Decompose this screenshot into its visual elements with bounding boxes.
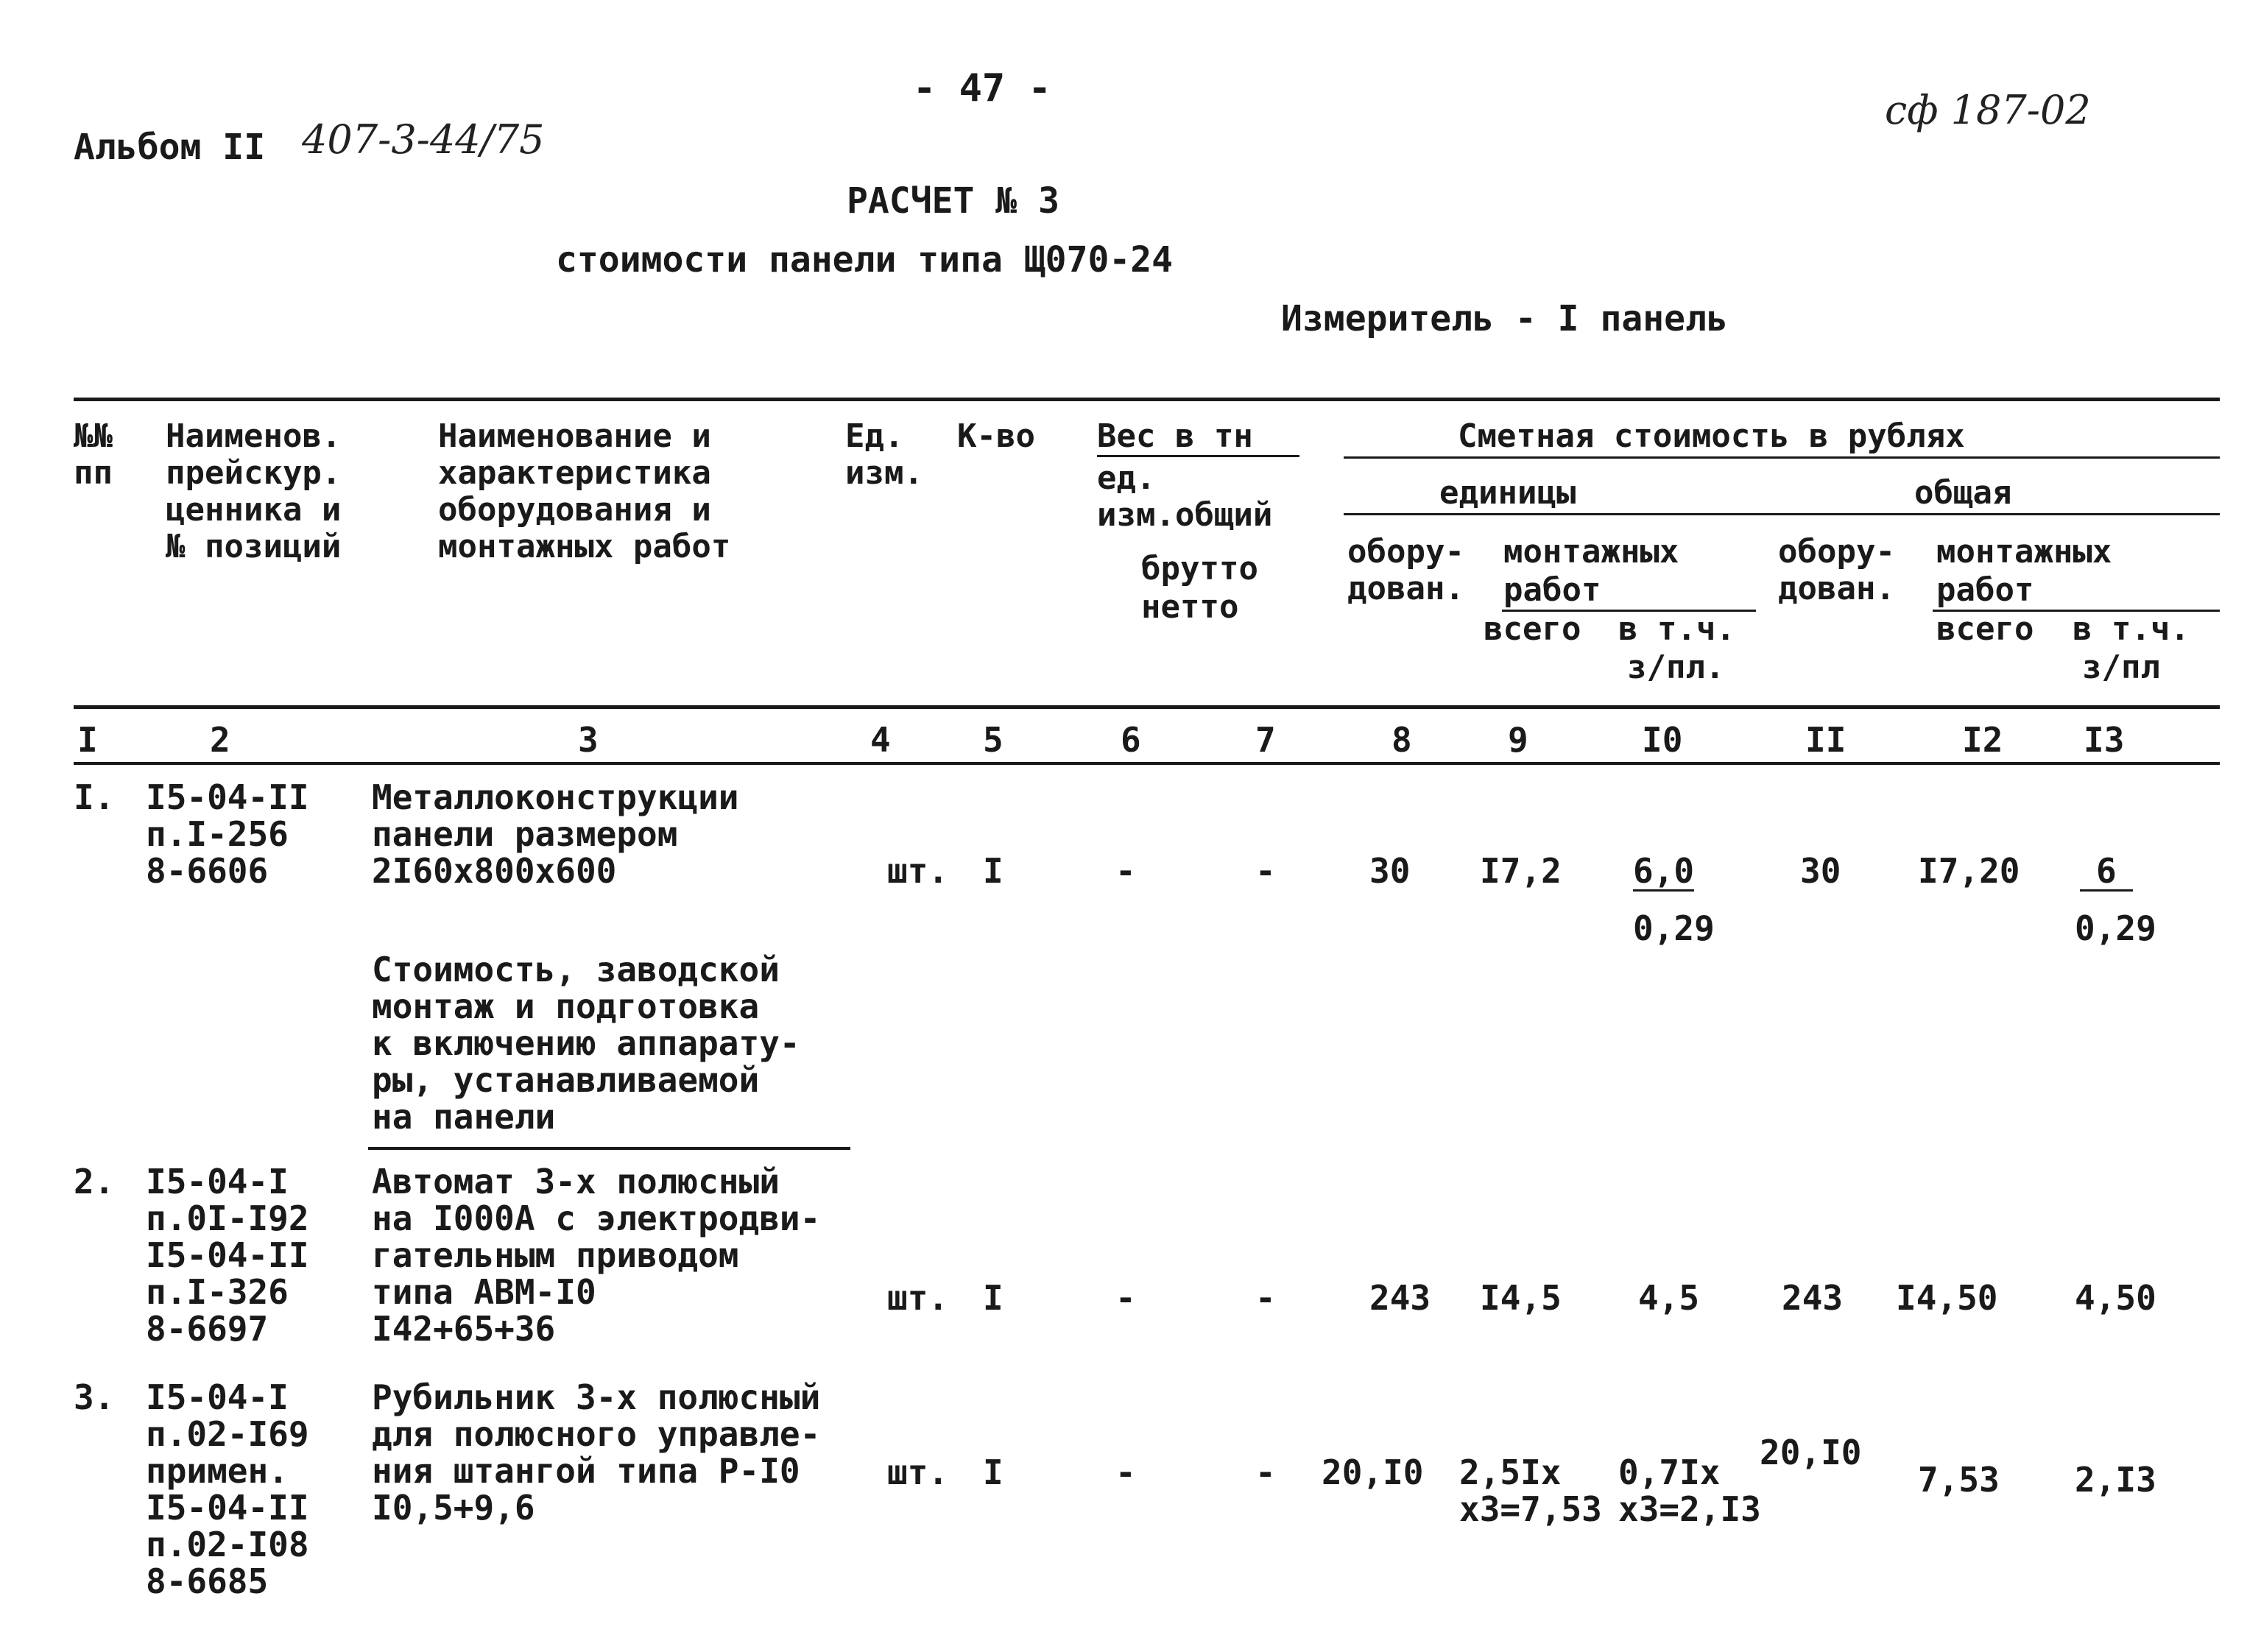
row2-c13: 4,50 [2075, 1278, 2156, 1318]
album-code-handwritten: 407-3-44/75 [302, 116, 545, 163]
colnum-bottom-rule [74, 762, 2220, 765]
row3-unit: шт. [887, 1452, 949, 1492]
row1-c13-top: 6 [2080, 853, 2133, 892]
colnum-1: I [77, 720, 98, 760]
row1-c8: 30 [1369, 851, 1411, 891]
document-title: РАСЧЕТ № 3 [847, 180, 1059, 222]
document-subtitle: стоимости панели типа Щ070-24 [556, 239, 1174, 280]
header-total-equip: обору- дован. [1778, 533, 1895, 607]
row1-c13-bottom: 0,29 [2075, 908, 2156, 948]
row2-w7: - [1255, 1278, 1276, 1318]
header-total-all: всего [1936, 610, 2034, 648]
header-num: №№ пп [74, 417, 113, 492]
row1-c10-bottom: 0,29 [1633, 908, 1715, 948]
header-total-mount: монтажных [1936, 533, 2112, 571]
header-qty: К-во [957, 417, 1035, 455]
measure-unit: Измеритель - I панель [1281, 298, 1728, 339]
header-price-ref: Наименов. прейскур. ценника и № позиций [166, 417, 342, 565]
row2-c10: 4,5 [1638, 1278, 1700, 1318]
row1-c12: I7,20 [1918, 851, 2020, 891]
colnum-13: I3 [2084, 720, 2125, 760]
row1-name: Металлоконструкции панели размером 2I60x800x600 [372, 777, 739, 891]
row2-w6: - [1115, 1278, 1136, 1318]
colnum-5: 5 [983, 720, 1003, 760]
row2-num: 2. [74, 1162, 115, 1201]
header-total-mount2: работ [1936, 571, 2034, 609]
row2-name: Автомат 3-х полюсный на I000А с электродви- гательным приводом типа АВМ-I0 I42+65+36 [372, 1162, 821, 1349]
header-weight-gross: брутто [1141, 550, 1258, 587]
page-number: - 47 - [913, 66, 1051, 110]
header-cost-title: Сметная стоимость в рублях [1458, 417, 1965, 455]
row1-w6: - [1115, 851, 1136, 891]
colnum-7: 7 [1255, 720, 1276, 760]
row3-ref: I5-04-I п.02-I69 примен. I5-04-II п.02-I08 8-6685 [146, 1377, 309, 1601]
header-total-title: общая [1914, 474, 2012, 512]
header-unit-equip: обору- дован. [1347, 533, 1464, 607]
row3-num: 3. [74, 1377, 115, 1417]
row1-c10-top: 6,0 [1633, 851, 1695, 891]
row2-qty: I [983, 1278, 1003, 1318]
row1-w7: - [1255, 851, 1276, 891]
colnum-8: 8 [1391, 720, 1412, 760]
unit-total-rule [1344, 513, 2220, 515]
row1-unit: шт. [887, 851, 949, 891]
row3-name: Рубильник 3-х полюсный для полюсного управле- ния штангой типа Р-I0 I0,5+9,6 [372, 1377, 821, 1528]
colnum-11: II [1805, 720, 1846, 760]
header-total-incl: в т.ч. [2073, 610, 2190, 648]
colnum-2: 2 [210, 720, 230, 760]
row3-c13: 2,I3 [2075, 1460, 2156, 1500]
row3-c8: 20,I0 [1322, 1452, 1424, 1492]
header-unit-incl: в т.ч. [1618, 610, 1735, 648]
table-top-rule [74, 398, 2220, 401]
header-weight-net: нетто [1141, 588, 1239, 626]
row1-c11: 30 [1800, 851, 1841, 891]
header-weight-sub: ед. изм.общий [1097, 459, 1273, 534]
header-unit-mount: монтажных [1503, 533, 1679, 571]
row2-ref: I5-04-I п.0I-I92 I5-04-II п.I-326 8-6697 [146, 1162, 309, 1349]
cost-title-rule [1344, 456, 2220, 459]
row2-c12: I4,50 [1896, 1278, 1998, 1318]
section-note: Стоимость, заводской монтаж и подготовка к включению аппарату- ры, устанавливаемой на панели [372, 950, 800, 1137]
header-name: Наименование и характеристика оборудования и монтажных работ [438, 417, 731, 565]
header-unit-wage: з/пл. [1627, 649, 1725, 686]
weight-underline [1097, 455, 1299, 457]
header-unit-title: единицы [1439, 474, 1576, 512]
row3-qty: I [983, 1452, 1003, 1492]
header-weight-title: Вес в тн [1097, 417, 1253, 455]
row1-ref: I5-04-II п.I-256 8-6606 [146, 777, 309, 891]
colnum-10: I0 [1642, 720, 1683, 760]
row1-qty: I [983, 851, 1003, 891]
colnum-3: 3 [578, 720, 599, 760]
header-unit: Ед. изм. [845, 417, 923, 492]
row2-c8: 243 [1369, 1278, 1431, 1318]
header-bottom-rule [74, 705, 2220, 709]
header-unit-mount2: работ [1503, 571, 1601, 609]
row3-c12: 7,53 [1918, 1460, 2000, 1500]
section-underline [368, 1147, 850, 1150]
album-label: Альбом II [74, 127, 266, 168]
colnum-6: 6 [1121, 720, 1141, 760]
row3-w7: - [1255, 1452, 1276, 1492]
header-total-wage: з/пл [2082, 649, 2160, 686]
row2-c9: I4,5 [1480, 1278, 1562, 1318]
corner-code-handwritten: сф 187-02 [1885, 87, 2091, 133]
colnum-9: 9 [1508, 720, 1528, 760]
row1-c9: I7,2 [1480, 851, 1562, 891]
colnum-12: I2 [1962, 720, 2003, 760]
row3-w6: - [1115, 1452, 1136, 1492]
row3-c10: 0,7Ix x3=2,I3 [1618, 1452, 1761, 1529]
colnum-4: 4 [870, 720, 891, 760]
row3-c11: 20,I0 [1760, 1433, 1862, 1472]
row3-c9: 2,5Ix x3=7,53 [1459, 1452, 1602, 1529]
row2-unit: шт. [887, 1278, 949, 1318]
row2-c11: 243 [1782, 1278, 1844, 1318]
header-unit-all: всего [1484, 610, 1581, 648]
row1-num: I. [74, 777, 115, 817]
